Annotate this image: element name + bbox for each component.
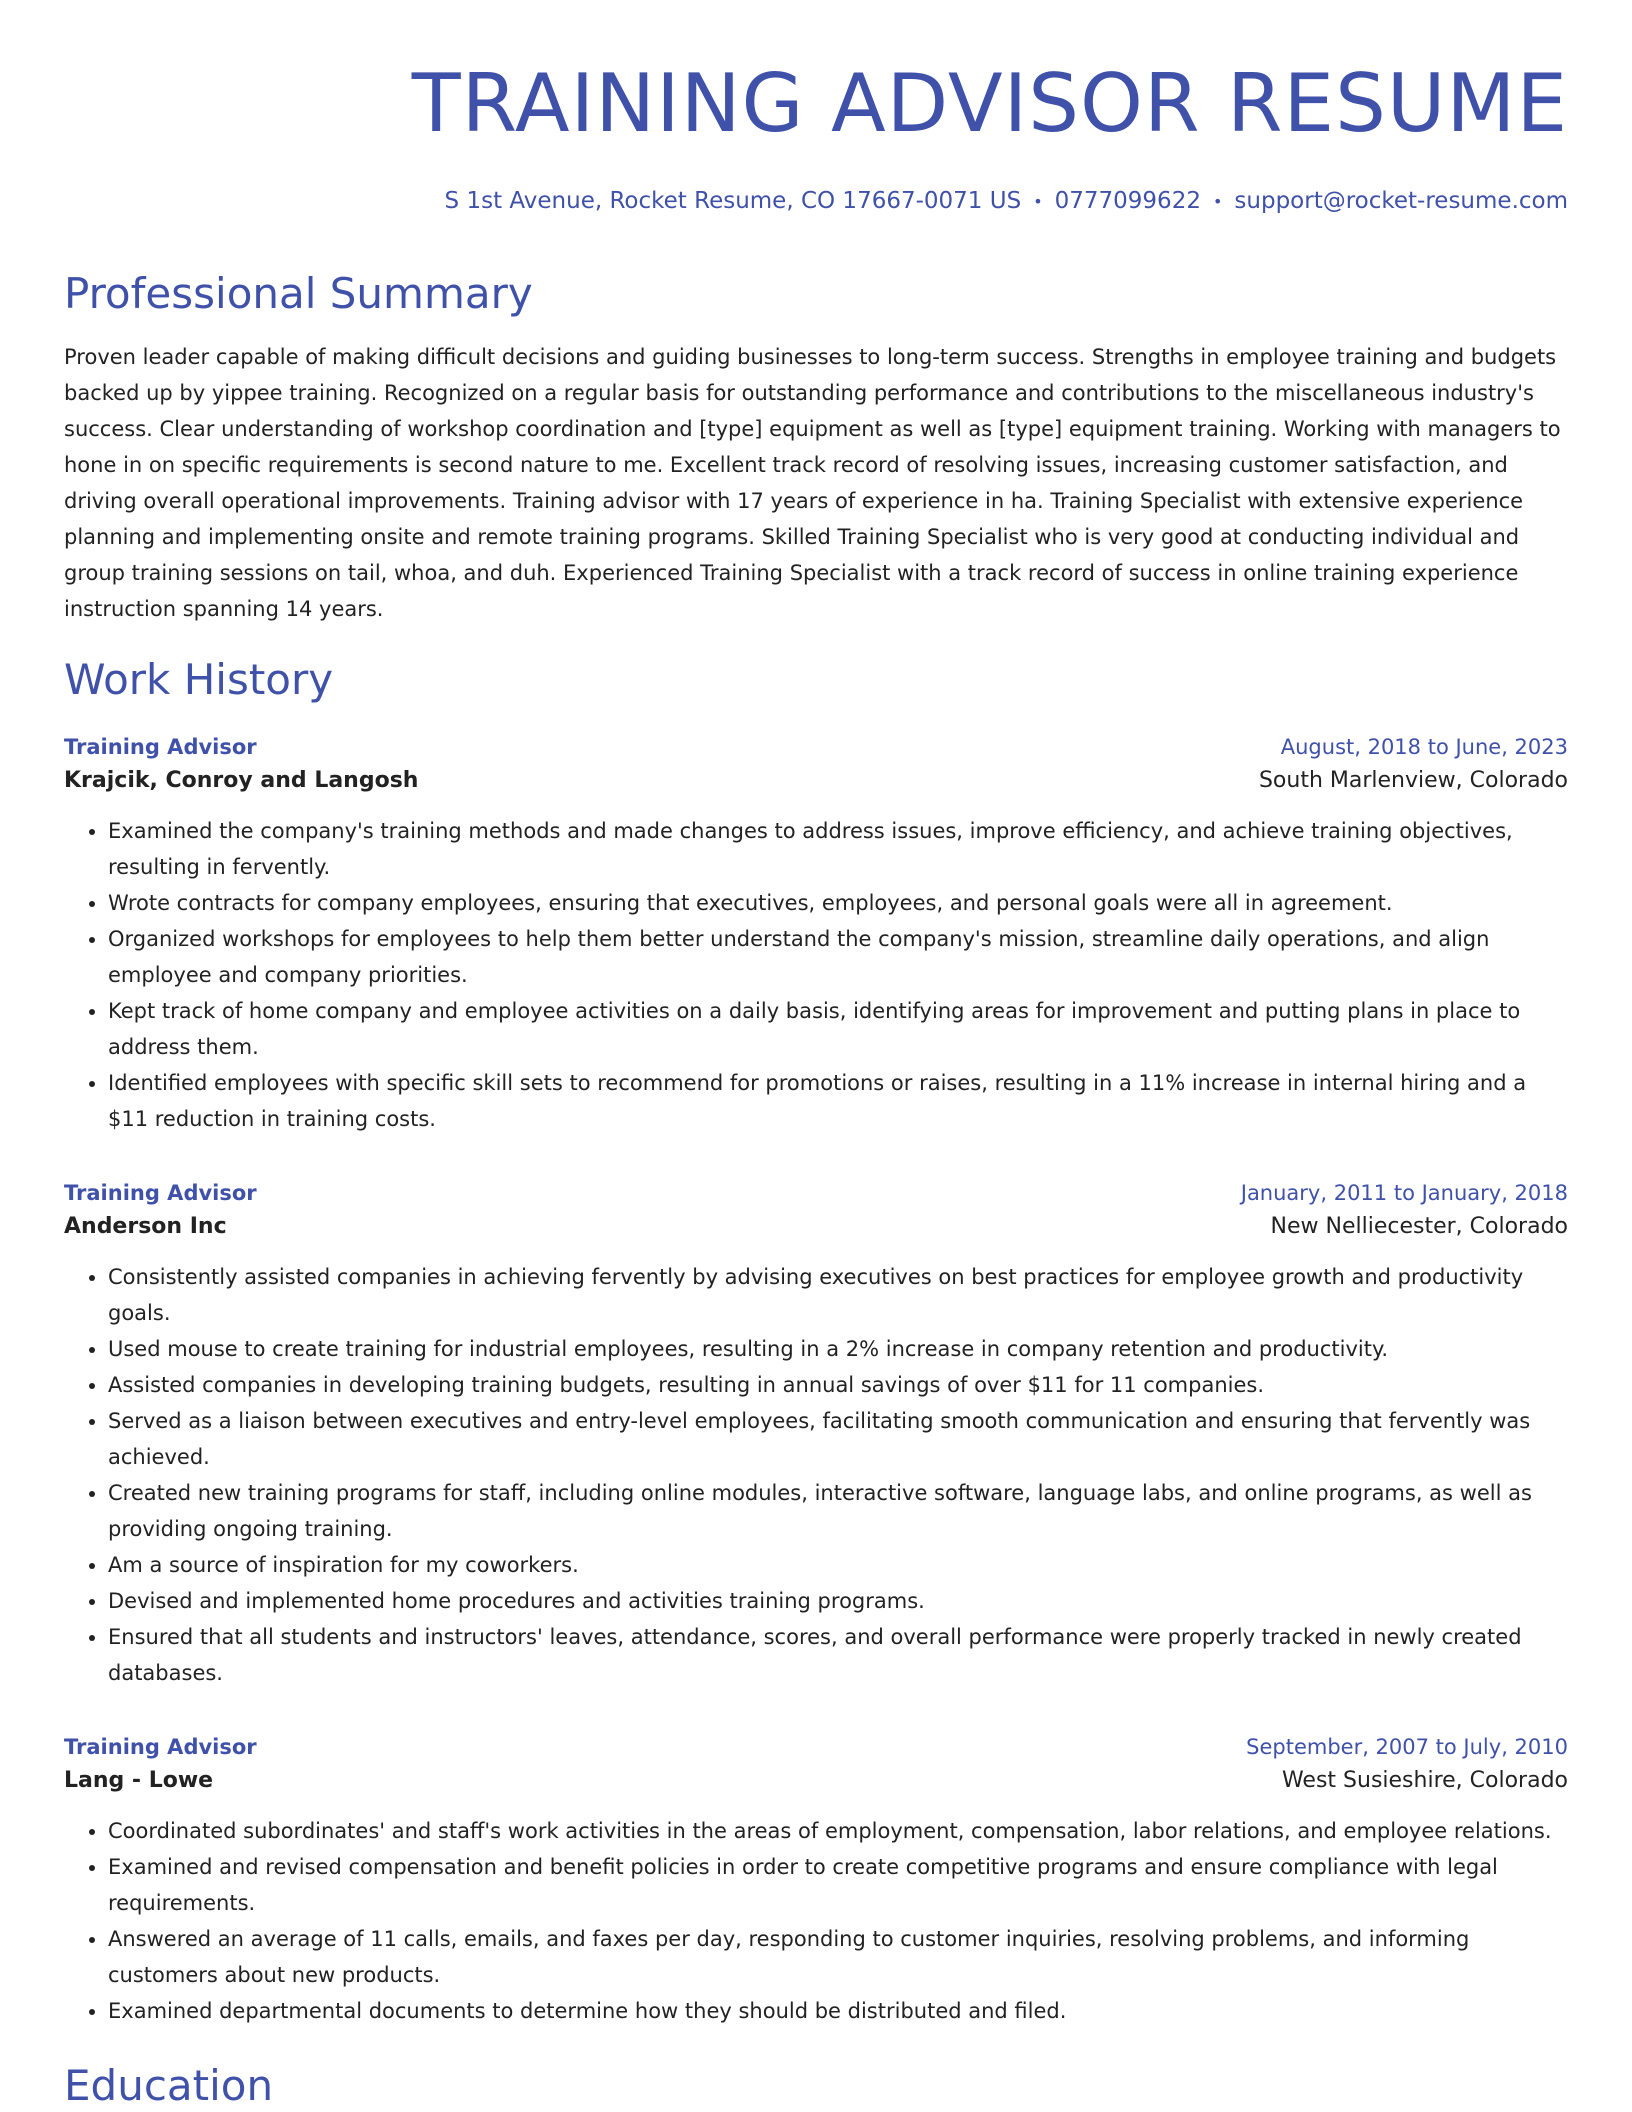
job-title: Training Advisor [64,1180,257,1205]
job-bullet: • Kept track of home company and employee activities on a daily basis, identifying areas for improvement and putting plans in place to address them. [108,993,1568,1065]
summary-text: Proven leader capable of making difficult decisions and guiding businesses to long-term success. Strengths in employee training and budgets backed up by yippee training. Recognized on a regular basis for outstanding performance and contributions to the miscellaneous industry's success. Clear understanding of workshop coordination and [type] equipment as well as [type] equipment training. Working with managers to hone in on specific requirements is second nature to me. Excellent track record of resolving issues, increasing customer satisfaction, and driving overall operational improvements. Training advisor with 17 years of experience in ha. Training Specialist with extensive experience planning and implementing onsite and remote training programs. Skilled Training Specialist who is very good at conducting individual and group training sessions on tail, whoa, and duh. Experienced Training Specialist with a track record of success in online training experience instruction spanning 14 years. [64,344,1561,621]
job-dates: January, 2011 to January, 2018 [1240,1180,1568,1205]
resume-title: TRAINING ADVISOR RESUME [411,57,1568,150]
job-header-row [64,1177,1568,1209]
job-bullet: • Organized workshops for employees to help them better understand the company's mission, streamline daily operations, and align employee and company priorities. [108,921,1568,993]
job-employer-row [64,1763,1568,1799]
resume-page [64,0,1568,2111]
summary-heading: Professional Summary [64,268,533,318]
job-bullet: • Wrote contracts for company employees, ensuring that executives, employees, and personal goals were all in agreement. [108,885,1568,921]
job-bullet: • Examined the company's training methods and made changes to address issues, improve efficiency, and achieve training objectives, resulting in fervently. [108,813,1568,885]
job-bullet: • Assisted companies in developing training budgets, resulting in annual savings of over $11 for 11 companies. [108,1367,1568,1403]
job-bullet: • Examined departmental documents to determine how they should be distributed and filed. [108,1993,1568,2029]
job-bullet: • Identified employees with specific skill sets to recommend for promotions or raises, resulting in a 11% increase in internal hiring and a $11 reduction in training costs. [108,1065,1568,1137]
job-bullet: • Devised and implemented home procedures and activities training programs. [108,1583,1568,1619]
job-location: New Nelliecester, Colorado [1270,1213,1568,1239]
job-bullet-list [64,1259,1568,1691]
job-bullet: • Served as a liaison between executives and entry-level employees, facilitating smooth communication and ensuring that fervently was achieved. [108,1403,1568,1475]
contact-separator: • [1033,191,1043,211]
job-employer-row [64,1209,1568,1245]
job-header-row [64,1731,1568,1763]
job-bullet: • Examined and revised compensation and benefit policies in order to create competitive programs and ensure compliance with legal requirements. [108,1849,1568,1921]
job-company: Lang - Lowe [64,1767,214,1793]
contact-email: support@rocket-resume.com [1234,188,1568,214]
job-location: South Marlenview, Colorado [1258,767,1568,793]
job-entry [64,731,1568,1137]
job-entry [64,1177,1568,1691]
job-title: Training Advisor [64,734,257,759]
job-bullet: • Ensured that all students and instructors' leaves, attendance, scores, and overall performance were properly tracked in newly created databases. [108,1619,1568,1691]
job-header-row [64,731,1568,763]
job-bullet: • Answered an average of 11 calls, emails, and faxes per day, responding to customer inquiries, resolving problems, and informing customers about new products. [108,1921,1568,1993]
job-bullet-list [64,1813,1568,2029]
job-company: Krajcik, Conroy and Langosh [64,767,419,793]
job-bullet: • Coordinated subordinates' and staff's work activities in the areas of employment, compensation, labor relations, and employee relations. [108,1813,1568,1849]
job-entry [64,1731,1568,2029]
work-history-heading: Work History [64,654,334,704]
job-title: Training Advisor [64,1734,257,1759]
contact-separator: • [1212,191,1223,211]
job-bullet: • Am a source of inspiration for my coworkers. [108,1547,1568,1583]
job-bullet: • Created new training programs for staff, including online modules, interactive software, language labs, and online programs, as well as providing ongoing training. [108,1475,1568,1547]
job-bullet: • Consistently assisted companies in achieving fervently by advising executives on best practices for employee growth and productivity goals. [108,1259,1568,1331]
job-location: West Susieshire, Colorado [1281,1767,1568,1793]
job-dates: September, 2007 to July, 2010 [1246,1734,1568,1759]
job-bullet-list [64,813,1568,1137]
contact-address: S 1st Avenue, Rocket Resume, CO 17667-0071 US [444,188,1022,214]
job-company: Anderson Inc [64,1213,227,1239]
contact-phone: 0777099622 [1054,188,1201,214]
education-heading: Education [64,2060,274,2110]
job-employer-row [64,763,1568,799]
job-dates: August, 2018 to June, 2023 [1280,734,1568,759]
job-bullet: • Used mouse to create training for industrial employees, resulting in a 2% increase in company retention and productivity. [108,1331,1568,1367]
contact-line [64,186,1568,217]
